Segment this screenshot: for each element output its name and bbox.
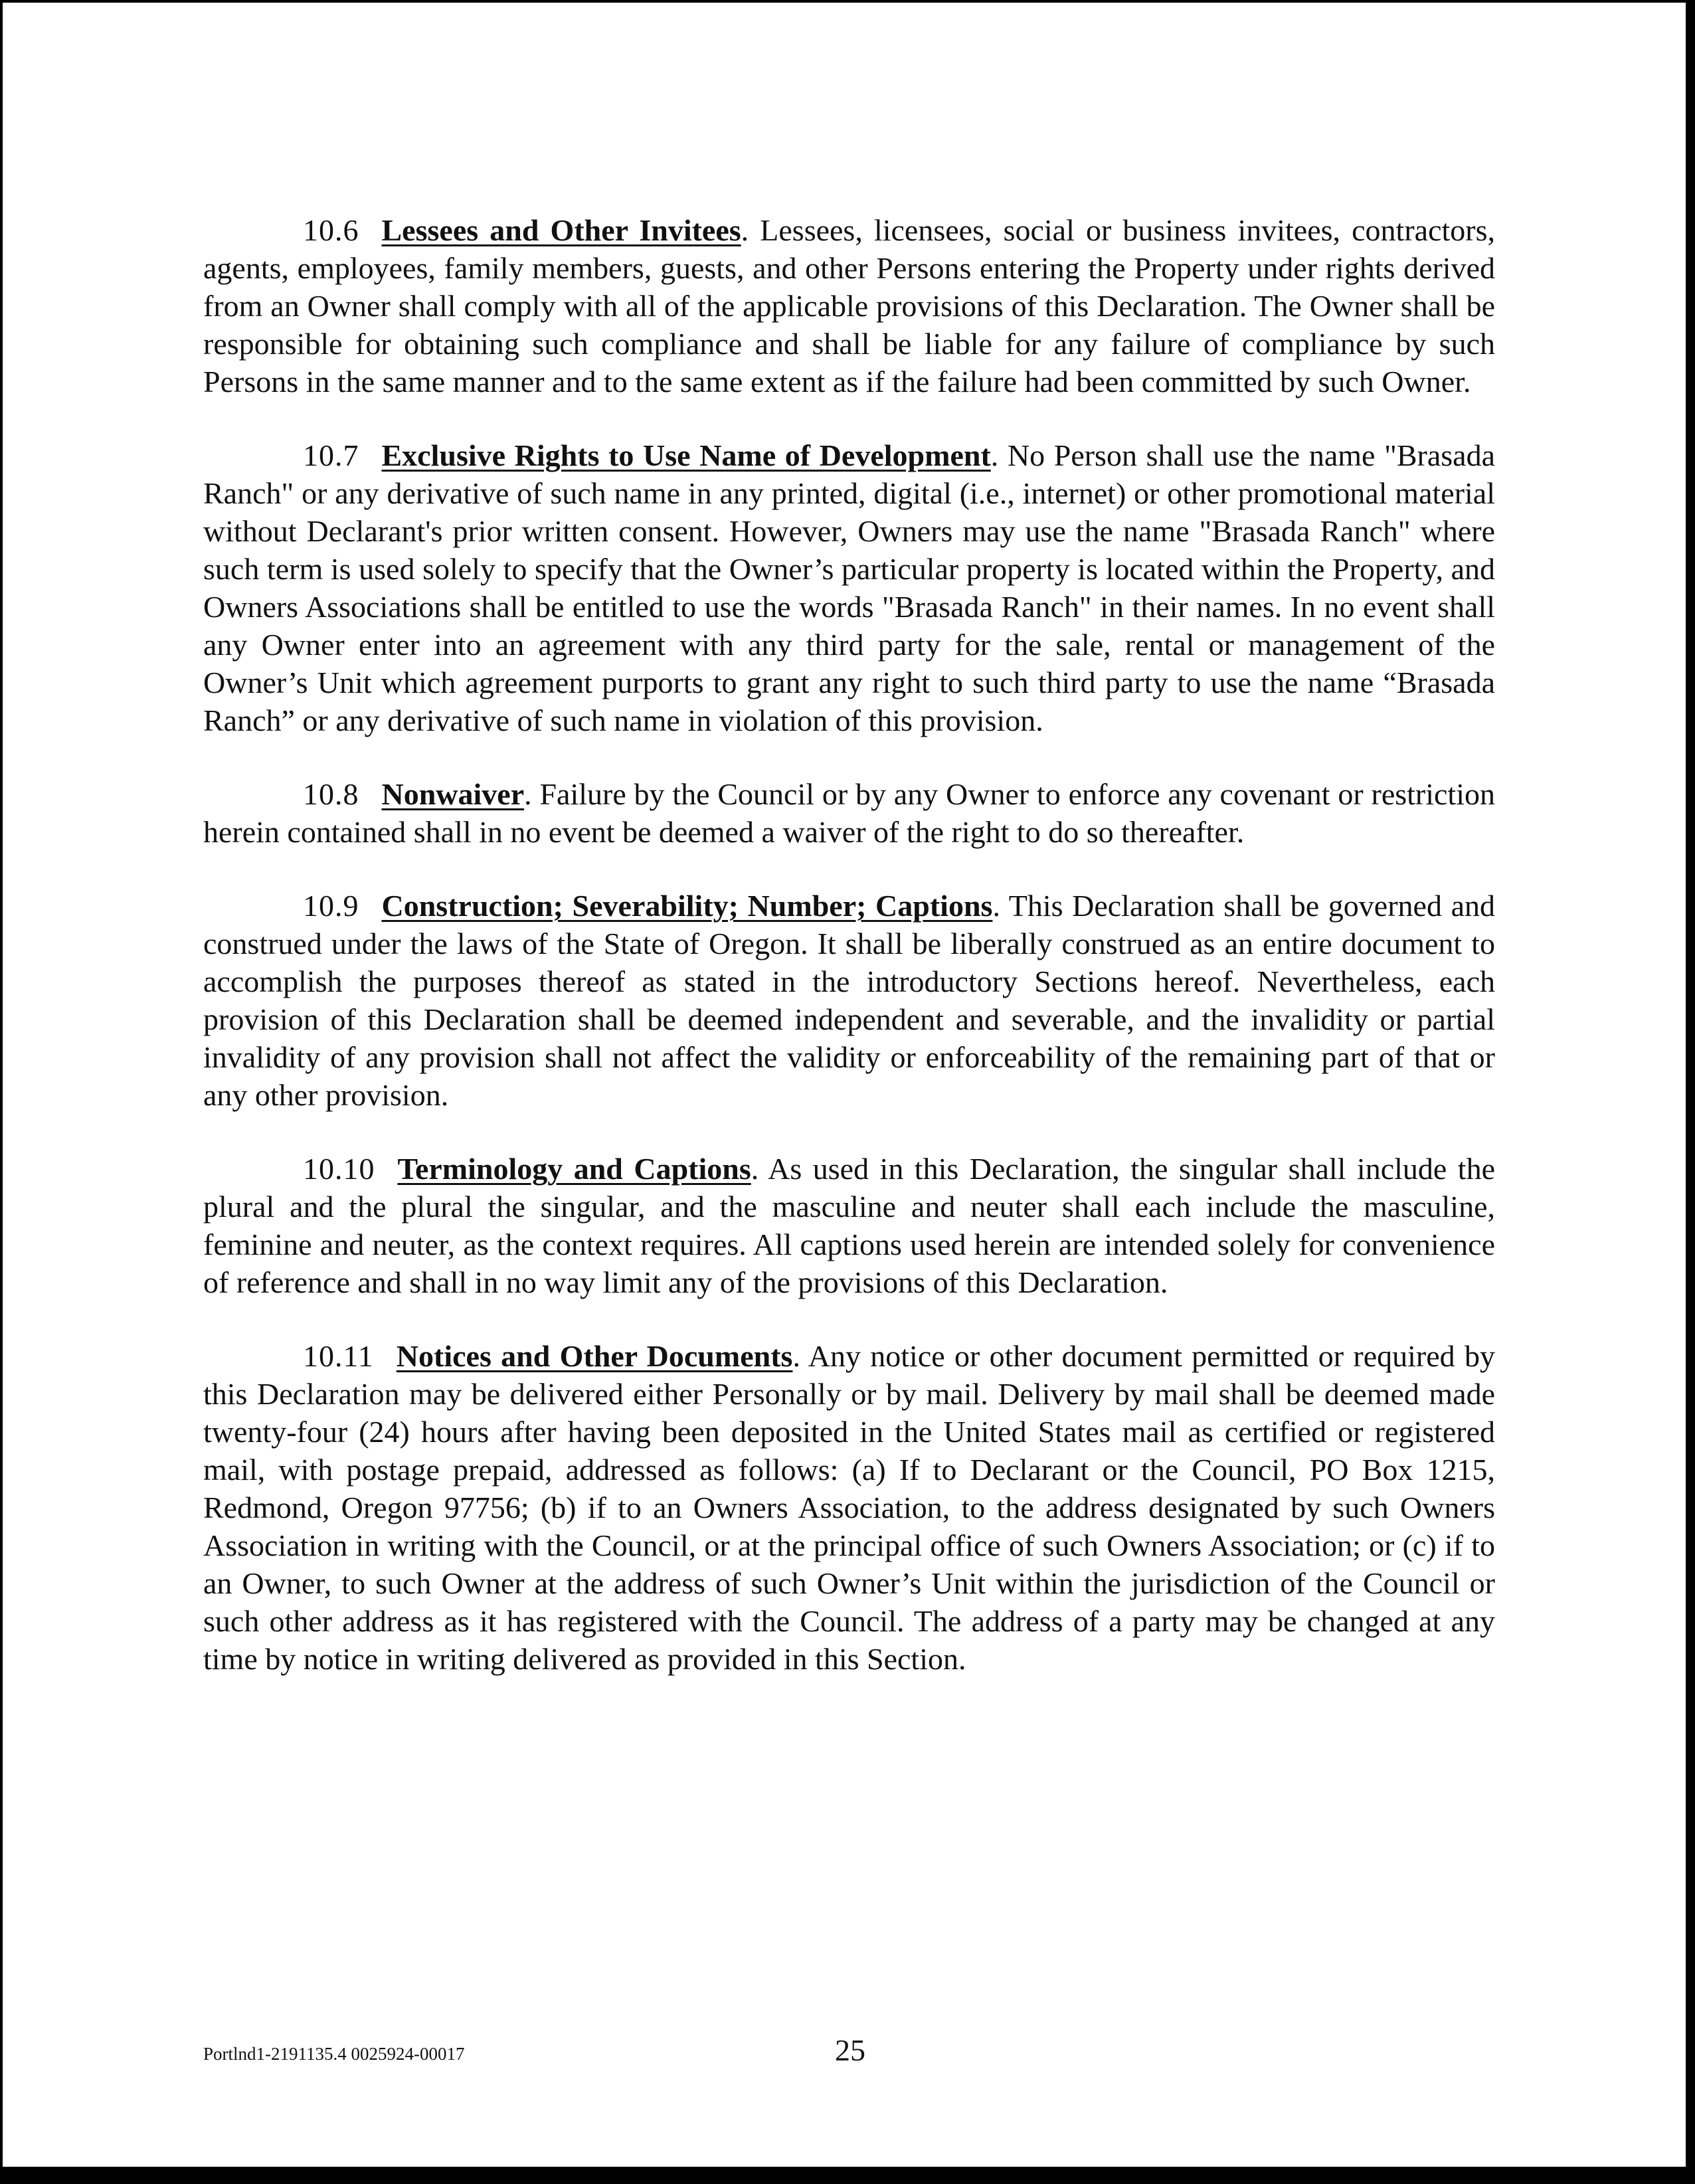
section-heading: Nonwaiver bbox=[381, 777, 525, 811]
section-10-9 bbox=[203, 887, 1495, 1114]
section-text: . As used in this Declaration, the singular shall include the plural and the plural the singular, and the masculine and neuter shall each include the masculine, feminine and neuter, as the context requires. All captions used herein are intended solely for convenience of reference and shall in no way limit any of the provisions of this Declaration. bbox=[203, 1152, 1495, 1299]
section-text: . Any notice or other document permitted or required by this Declaration may be delivered either Personally or by mail. Delivery by mail shall be deemed made twenty-four (24) hours after having been deposited in the United States mail as certified or registered mail, with postage prepaid, addressed as follows: (a) If to Declarant or the Council, PO Box 1215, Redmond, Oregon 97756; (b) if to an Owners Association, to the address designated by such Owners Association in writing with the Council, or at the principal office of such Owners Association; or (c) if to an Owner, to such Owner at the address of such Owner’s Unit within the jurisdiction of the Council or such other address as it has registered with the Council. The address of a party may be changed at any time by notice in writing delivered as provided in this Section. bbox=[203, 1339, 1495, 1676]
section-number: 10.7 bbox=[303, 438, 359, 472]
page-number: 25 bbox=[835, 2033, 865, 2067]
section-heading: Exclusive Rights to Use Name of Development bbox=[381, 438, 991, 472]
section-10-7 bbox=[203, 436, 1495, 739]
section-text: . No Person shall use the name "Brasada Ranch" or any derivative of such name in any printed, digital (i.e., internet) or other promotional material without Declarant's prior written consent. However, Owners may use the name "Brasada Ranch" where such term is used solely to specify that the Owner’s particular property is located within the Property, and Owners Associations shall be entitled to use the words "Brasada Ranch" in their names. In no event shall any Owner enter into an agreement with any third party for the sale, rental or management of the Owner’s Unit which agreement purports to grant any right to such third party to use the name “Brasada Ranch” or any derivative of such name in violation of this provision. bbox=[203, 438, 1496, 737]
section-heading: Notices and Other Documents bbox=[396, 1339, 793, 1373]
section-number: 10.8 bbox=[303, 777, 359, 811]
section-number: 10.11 bbox=[303, 1339, 374, 1373]
section-10-10 bbox=[203, 1150, 1495, 1301]
section-text: . Failure by the Council or by any Owner to enforce any covenant or restriction herein contained shall in no event be deemed a waiver of the right to do so thereafter. bbox=[203, 777, 1495, 849]
section-10-6 bbox=[203, 211, 1495, 401]
section-number: 10.6 bbox=[303, 213, 359, 247]
section-number: 10.10 bbox=[303, 1152, 375, 1186]
section-10-11 bbox=[203, 1337, 1495, 1678]
document-body bbox=[203, 211, 1495, 1714]
section-heading: Terminology and Captions bbox=[397, 1152, 751, 1186]
section-heading: Construction; Severability; Number; Captions bbox=[381, 889, 993, 923]
footer-document-id: Portlnd1-2191135.4 0025924-00017 bbox=[203, 2044, 465, 2064]
section-10-8 bbox=[203, 775, 1495, 851]
section-number: 10.9 bbox=[303, 889, 359, 923]
section-heading: Lessees and Other Invitees bbox=[381, 213, 741, 247]
section-text: . This Declaration shall be governed and construed under the laws of the State of Oregon. It shall be liberally construed as an entire document to accomplish the purposes thereof as stated in the introductory Sections hereof. Nevertheless, each provision of this Declaration shall be deemed independent and severable, and the invalidity or partial invalidity of any provision shall not affect the validity or enforceability of the remaining part of that or any other provision. bbox=[203, 889, 1495, 1112]
section-text: . Lessees, licensees, social or business invitees, contractors, agents, employees, family members, guests, and other Persons entering the Property under rights derived from an Owner shall comply with all of the applicable provisions of this Declaration. The Owner shall be responsible for obtaining such compliance and shall be liable for any failure of compliance by such Persons in the same manner and to the same extent as if the failure had been committed by such Owner. bbox=[203, 213, 1495, 399]
